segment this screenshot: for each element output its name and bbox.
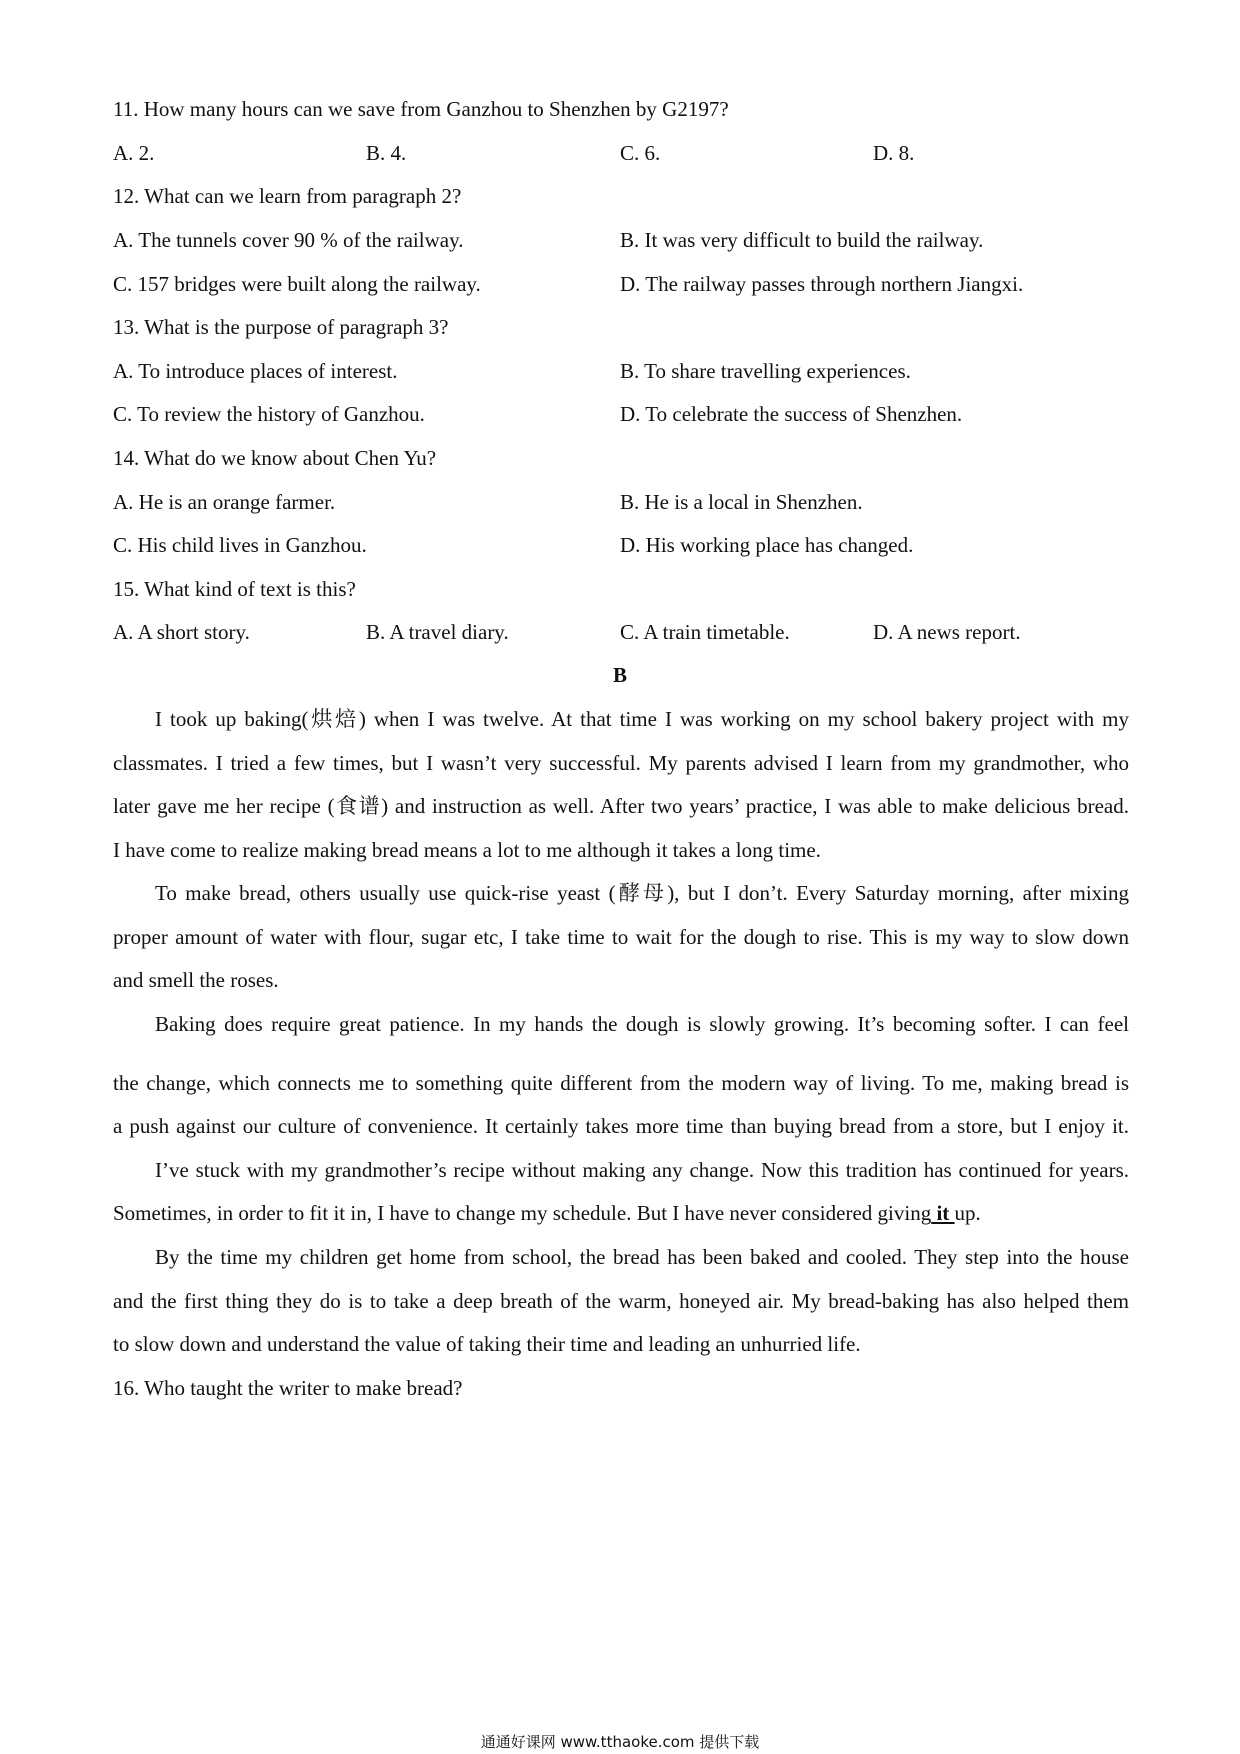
passage-line: I took up baking(烘焙) when I was twelve. At that time I was working on my school bakery project with my xyxy=(155,707,1129,731)
passage-line: to slow down and understand the value of taking their time and leading an unhurried life. xyxy=(113,1332,861,1356)
passage-line: and smell the roses. xyxy=(113,968,279,992)
passage-line: I’ve stuck with my grandmother’s recipe without making any change. Now this tradition has continued for years. xyxy=(155,1158,1129,1182)
question-14-option-d: D. His working place has changed. xyxy=(620,533,914,557)
question-15-option-a: A. A short story. xyxy=(113,620,250,644)
question-12-option-a: A. The tunnels cover 90 % of the railway. xyxy=(113,228,464,252)
passage-line: I have come to realize making bread means a lot to me although it takes a long time. xyxy=(113,838,821,862)
question-14-stem: 14. What do we know about Chen Yu? xyxy=(113,446,437,470)
question-12-option-b: B. It was very difficult to build the railway. xyxy=(620,228,984,252)
question-14-option-a: A. He is an orange farmer. xyxy=(113,490,336,514)
passage-line: By the time my children get home from school, the bread has been baked and cooled. They step into the house xyxy=(155,1245,1129,1269)
underlined-word: it xyxy=(931,1201,955,1225)
question-15-option-d: D. A news report. xyxy=(873,620,1021,644)
question-14-option-b: B. He is a local in Shenzhen. xyxy=(620,490,863,514)
passage-line: a push against our culture of convenience. It certainly takes more time than buying bread from a store, but I enjoy it. xyxy=(113,1114,1129,1138)
passage-line: Baking does require great patience. In my hands the dough is slowly growing. It’s becoming softer. I can feel xyxy=(155,1012,1129,1036)
question-13-option-d: D. To celebrate the success of Shenzhen. xyxy=(620,402,963,426)
question-12-stem: 12. What can we learn from paragraph 2? xyxy=(113,184,462,208)
question-12-option-c: C. 157 bridges were built along the railway. xyxy=(113,272,481,296)
question-16-stem: 16. Who taught the writer to make bread? xyxy=(113,1376,463,1400)
passage-line: classmates. I tried a few times, but I wasn’t very successful. My parents advised I learn from my grandmother, who xyxy=(113,751,1129,775)
question-13-option-c: C. To review the history of Ganzhou. xyxy=(113,402,425,426)
passage-line: To make bread, others usually use quick-rise yeast (酵母), but I don’t. Every Saturday morning, after mixing xyxy=(155,881,1129,905)
question-11-stem: 11. How many hours can we save from Ganzhou to Shenzhen by G2197? xyxy=(113,97,729,121)
question-13-option-a: A. To introduce places of interest. xyxy=(113,359,398,383)
passage-line: later gave me her recipe (食谱) and instruction as well. After two years’ practice, I was able to make delicious bread. xyxy=(113,794,1129,818)
question-15-option-c: C. A train timetable. xyxy=(620,620,790,644)
question-12-option-d: D. The railway passes through northern Jiangxi. xyxy=(620,272,1024,296)
passage-line: the change, which connects me to something quite different from the modern way of living. To me, making bread is xyxy=(113,1071,1129,1095)
passage-text: up. xyxy=(954,1201,981,1225)
section-b-heading: B xyxy=(612,663,627,687)
question-14-option-c: C. His child lives in Ganzhou. xyxy=(113,533,367,557)
question-13-stem: 13. What is the purpose of paragraph 3? xyxy=(113,315,449,339)
question-15-option-b: B. A travel diary. xyxy=(366,620,509,644)
passage-line: proper amount of water with flour, sugar etc, I take time to wait for the dough to rise. This is my way to slow down xyxy=(113,925,1129,949)
question-11-option-a: A. 2. xyxy=(113,141,155,165)
passage-text: Sometimes, in order to fit it in, I have to change my schedule. But I have never considered giving xyxy=(113,1201,932,1225)
question-15-stem: 15. What kind of text is this? xyxy=(113,577,356,601)
page-footer: 通通好课网 www.tthaoke.com 提供下载 xyxy=(480,1733,760,1751)
question-11-option-c: C. 6. xyxy=(620,141,661,165)
passage-line: and the first thing they do is to take a deep breath of the warm, honeyed air. My bread-baking has also helped them xyxy=(113,1289,1129,1313)
question-13-option-b: B. To share travelling experiences. xyxy=(620,359,911,383)
question-11-option-d: D. 8. xyxy=(873,141,915,165)
passage-line-underlined xyxy=(113,1200,981,1226)
question-11-option-b: B. 4. xyxy=(366,141,407,165)
